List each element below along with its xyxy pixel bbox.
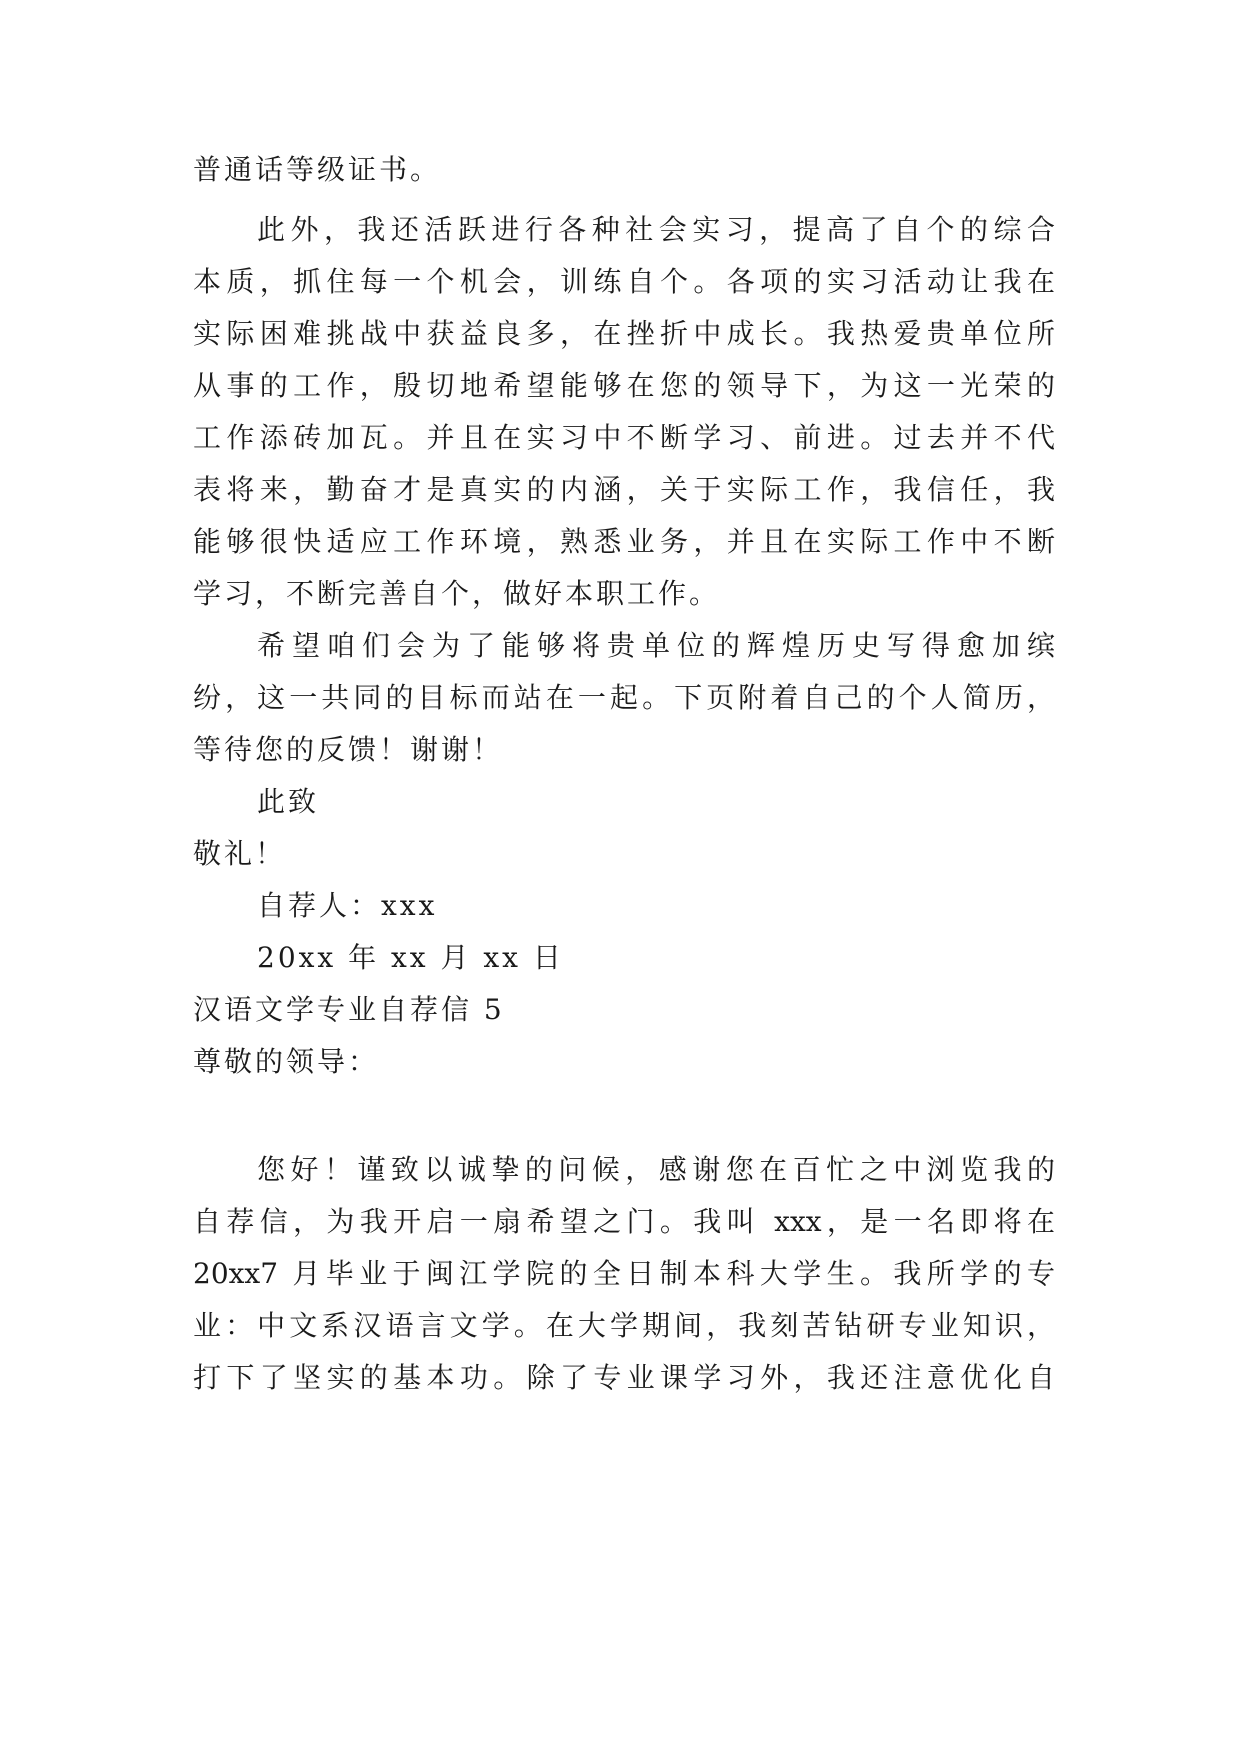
text-line: 学习，不断完善自个，做好本职工作。 xyxy=(193,577,721,610)
text-line: 自荐信，为我开启一扇希望之门。我叫 xxx，是一名即将在 xyxy=(193,1205,1055,1238)
text-line: 工作添砖加瓦。并且在实习中不断学习、前进。过去并不代 xyxy=(193,421,1055,454)
text-line: 20xx7 月毕业于闽江学院的全日制本科大学生。我所学的专 xyxy=(193,1257,1055,1290)
text-line: 纷，这一共同的目标而站在一起。下页附着自己的个人简历， xyxy=(193,681,1055,714)
paragraph-first-line: 此外，我还活跃进行各种社会实习，提高了自个的综合 xyxy=(257,213,1055,246)
text-line: 本质，抓住每一个机会，训练自个。各项的实习活动让我在 xyxy=(193,265,1055,298)
paragraph-first-line: 您好！谨致以诚挚的问候，感谢您在百忙之中浏览我的 xyxy=(257,1153,1055,1186)
text-line: 普通话等级证书。 xyxy=(193,153,442,186)
greeting: 尊敬的领导： xyxy=(193,1045,380,1078)
text-line: 从事的工作，殷切地希望能够在您的领导下，为这一光荣的 xyxy=(193,369,1055,402)
text-line: 等待您的反馈！谢谢！ xyxy=(193,733,504,766)
text-line: 打下了坚实的基本功。除了专业课学习外，我还注意优化自 xyxy=(193,1361,1055,1394)
paragraph-first-line: 希望咱们会为了能够将贵单位的辉煌历史写得愈加缤 xyxy=(257,629,1055,662)
closing-salutation: 此致 xyxy=(257,785,320,818)
section-title: 汉语文学专业自荐信 5 xyxy=(193,993,505,1026)
closing-regards: 敬礼！ xyxy=(193,837,287,870)
text-line: 业：中文系汉语言文学。在大学期间，我刻苦钻研专业知识， xyxy=(193,1309,1055,1342)
text-line: 实际困难挑战中获益良多，在挫折中成长。我热爱贵单位所 xyxy=(193,317,1055,350)
text-line: 能够很快适应工作环境，熟悉业务，并且在实际工作中不断 xyxy=(193,525,1055,558)
signature-name: 自荐人：xxx xyxy=(257,889,438,922)
signature-date: 20xx 年 xx 月 xx 日 xyxy=(257,941,564,974)
text-line: 表将来，勤奋才是真实的内涵，关于实际工作，我信任，我 xyxy=(193,473,1055,506)
